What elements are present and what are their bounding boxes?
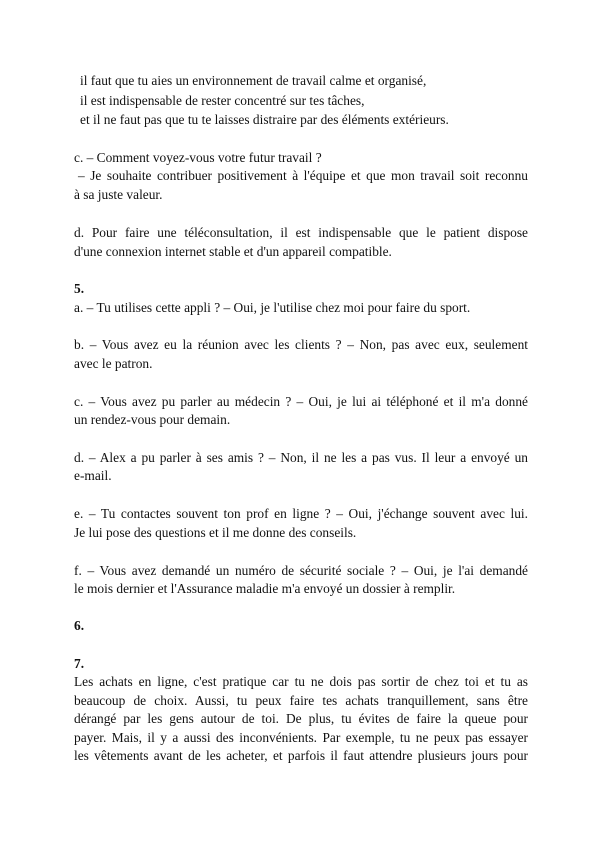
section-7-heading: 7. [74, 656, 85, 671]
section-5-item-f-line-2: le mois dernier et l'Assurance maladie m'a envoyé un dossier à remplir. [74, 581, 456, 596]
section-7-line-1: Les achats en ligne, c'est pratique car tu ne dois pas sortir de chez toi et tu as [74, 674, 528, 689]
section-5-item-b-line-1: b. – Vous avez eu la réunion avec les clients ? – Non, pas avec eux, seulement [74, 337, 528, 352]
section-5-item-c-line-2: un rendez-vous pour demain. [74, 412, 231, 427]
item-c-answer-line-1: – Je souhaite contribuer positivement à l'équipe et que mon travail soit reconnu [78, 168, 528, 183]
section-5-item-e-line-1: e. – Tu contactes souvent ton prof en ligne ? – Oui, j'échange souvent avec lui. [74, 506, 528, 521]
section-7-line-2: beaucoup de choix. Aussi, tu peux faire tes achats tranquillement, sans être [74, 693, 528, 708]
section-5-item-b-line-2: avec le patron. [74, 356, 153, 371]
section-5-item-e-line-2: Je lui pose des questions et il me donne des conseils. [74, 525, 357, 540]
section-7-line-3: dérangé par les gens autour de toi. De plus, tu évites de faire la queue pour [74, 711, 528, 726]
item-d-line-2: d'une connexion internet stable et d'un appareil compatible. [74, 244, 392, 259]
section-5-heading: 5. [74, 281, 85, 296]
section-5-item-f-line-1: f. – Vous avez demandé un numéro de sécurité sociale ? – Oui, je l'ai demandé [74, 563, 528, 578]
section-5-item-d-line-1: d. – Alex a pu parler à ses amis ? – Non, il ne les a pas vus. Il leur a envoyé un [74, 450, 528, 465]
bullet-line-1: il faut que tu aies un environnement de travail calme et organisé, [80, 73, 427, 88]
item-c-question: c. – Comment voyez-vous votre futur travail ? [74, 150, 322, 165]
section-5-item-c-line-1: c. – Vous avez pu parler au médecin ? – Oui, je lui ai téléphoné et il m'a donné [74, 394, 528, 409]
section-7-line-4: payer. Mais, il y a aussi des inconvénients. Par exemple, tu ne peux pas essayer [74, 730, 528, 745]
bullet-line-3: et il ne faut pas que tu te laisses distraire par des éléments extérieurs. [80, 112, 449, 127]
item-c-answer-line-2: à sa juste valeur. [74, 187, 163, 202]
bullet-line-2: il est indispensable de rester concentré sur tes tâches, [80, 93, 365, 108]
section-7-line-5: les vêtements avant de les acheter, et parfois il faut attendre plusieurs jours pour [74, 748, 528, 763]
section-6-heading: 6. [74, 618, 85, 633]
section-5-item-a: a. – Tu utilises cette appli ? – Oui, je l'utilise chez moi pour faire du sport. [74, 300, 471, 315]
item-d-line-1: d. Pour faire une téléconsultation, il est indispensable que le patient dispose [74, 225, 528, 240]
section-5-item-d-line-2: e-mail. [74, 468, 112, 483]
